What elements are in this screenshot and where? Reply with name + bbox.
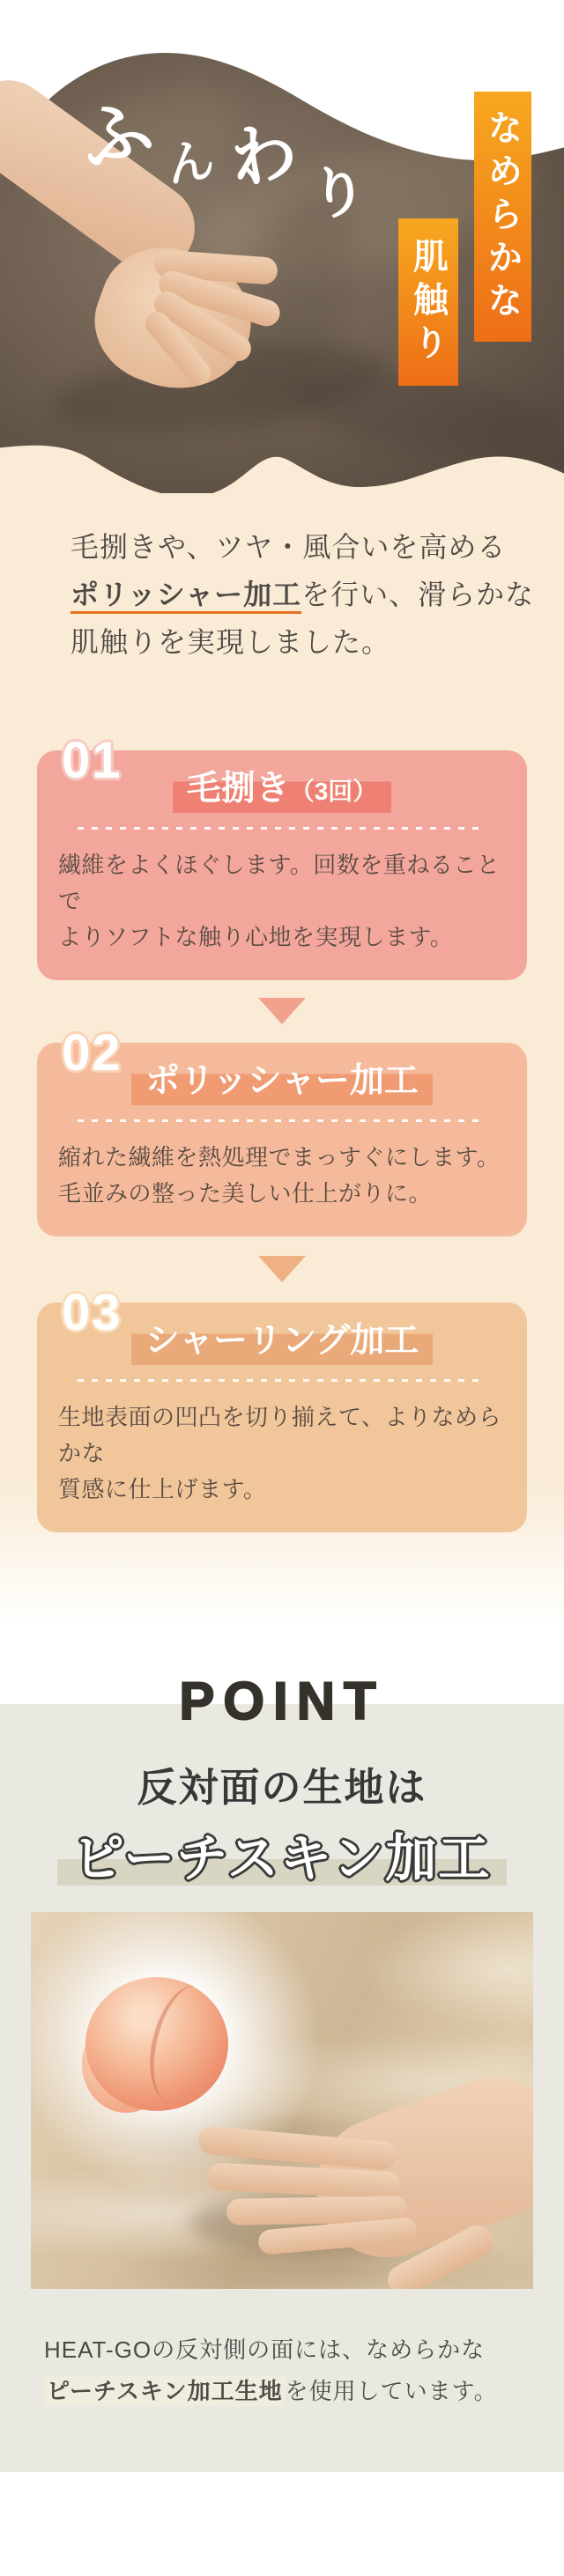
step-number-badge: 03	[62, 1284, 122, 1341]
intro-line-1: 毛捌きや、ツヤ・風合いを高める	[70, 531, 507, 563]
point-heading: POINT	[179, 1672, 385, 1731]
dashed-divider	[78, 827, 486, 830]
hero-title-char: ふ	[71, 85, 160, 183]
step-description-line: 毛並みの整った美しい仕上がりに。	[58, 1180, 433, 1207]
step-card-3	[37, 1284, 527, 1532]
hero-banner-touch-label: 肌触り	[408, 237, 448, 367]
dashed-divider	[78, 1379, 486, 1382]
step-number-badge: 02	[62, 1024, 122, 1081]
point-section	[0, 1638, 564, 2576]
hero-title-char: ん	[161, 129, 219, 195]
dashed-divider	[78, 1119, 486, 1122]
intro-paragraph	[70, 523, 564, 666]
point-headline	[0, 1820, 564, 1898]
down-arrow-icon	[258, 1256, 306, 1282]
caption-rest: を使用しています。	[285, 2378, 498, 2404]
intro-line-2	[70, 571, 564, 618]
step-description-line: 生地表面の凹凸を切り揃えて、よりなめらかな	[58, 1404, 501, 1466]
step-description-line: よりソフトな触り心地を実現します。	[58, 924, 454, 950]
step-description	[58, 1140, 506, 1236]
step-title-text: ポリッシャー加工	[145, 1062, 419, 1100]
caption-line-1: HEAT-GOの反対側の面には、なめらかな	[44, 2336, 486, 2363]
step-card-1	[37, 732, 527, 980]
hero-title-char: り	[308, 158, 369, 229]
step-title-text: 毛捌き	[186, 770, 290, 808]
peach-skin-photo	[31, 1912, 533, 2289]
step-title-small: （3回）	[289, 778, 378, 805]
hero-section	[0, 0, 564, 493]
hero-banner-touch	[398, 218, 458, 386]
intro-line-3: 肌触りを実現しました。	[70, 626, 391, 658]
step-number-badge: 01	[62, 732, 122, 789]
down-arrow-icon	[258, 998, 306, 1024]
step-description-line: 繊維をよくほぐします。回数を重ねることで	[58, 852, 501, 914]
step-title-text: シャーリング加工	[145, 1322, 419, 1360]
intro-line-2-rest: を行い、滑らかな	[301, 579, 535, 610]
step-description	[58, 1399, 506, 1532]
caption-line-2	[44, 2371, 529, 2412]
intro-emphasis-polisher: ポリッシャー加工	[70, 579, 301, 614]
point-subtitle: 反対面の生地は	[137, 1765, 427, 1810]
headline-text: ピーチスキン加工	[72, 1830, 492, 1887]
step-description	[58, 847, 506, 980]
step-description-line: 質感に仕上げます。	[58, 1476, 267, 1502]
process-section	[0, 493, 564, 1638]
caption-emphasis: ピーチスキン加工生地	[44, 2376, 286, 2406]
step-title-band	[131, 1320, 433, 1365]
hero-banner-smooth-label: なめらかな	[483, 108, 522, 325]
step-title-band	[173, 768, 392, 813]
step-card-2	[37, 1024, 527, 1236]
step-description-line: 縮れた繊維を熱処理でまっすぐにします。	[58, 1144, 501, 1170]
point-caption	[44, 2329, 529, 2412]
point-panel	[0, 1672, 564, 2472]
hero-title-char: わ	[225, 112, 302, 199]
step-title-band	[131, 1060, 433, 1105]
hero-banner-smooth	[474, 92, 531, 342]
